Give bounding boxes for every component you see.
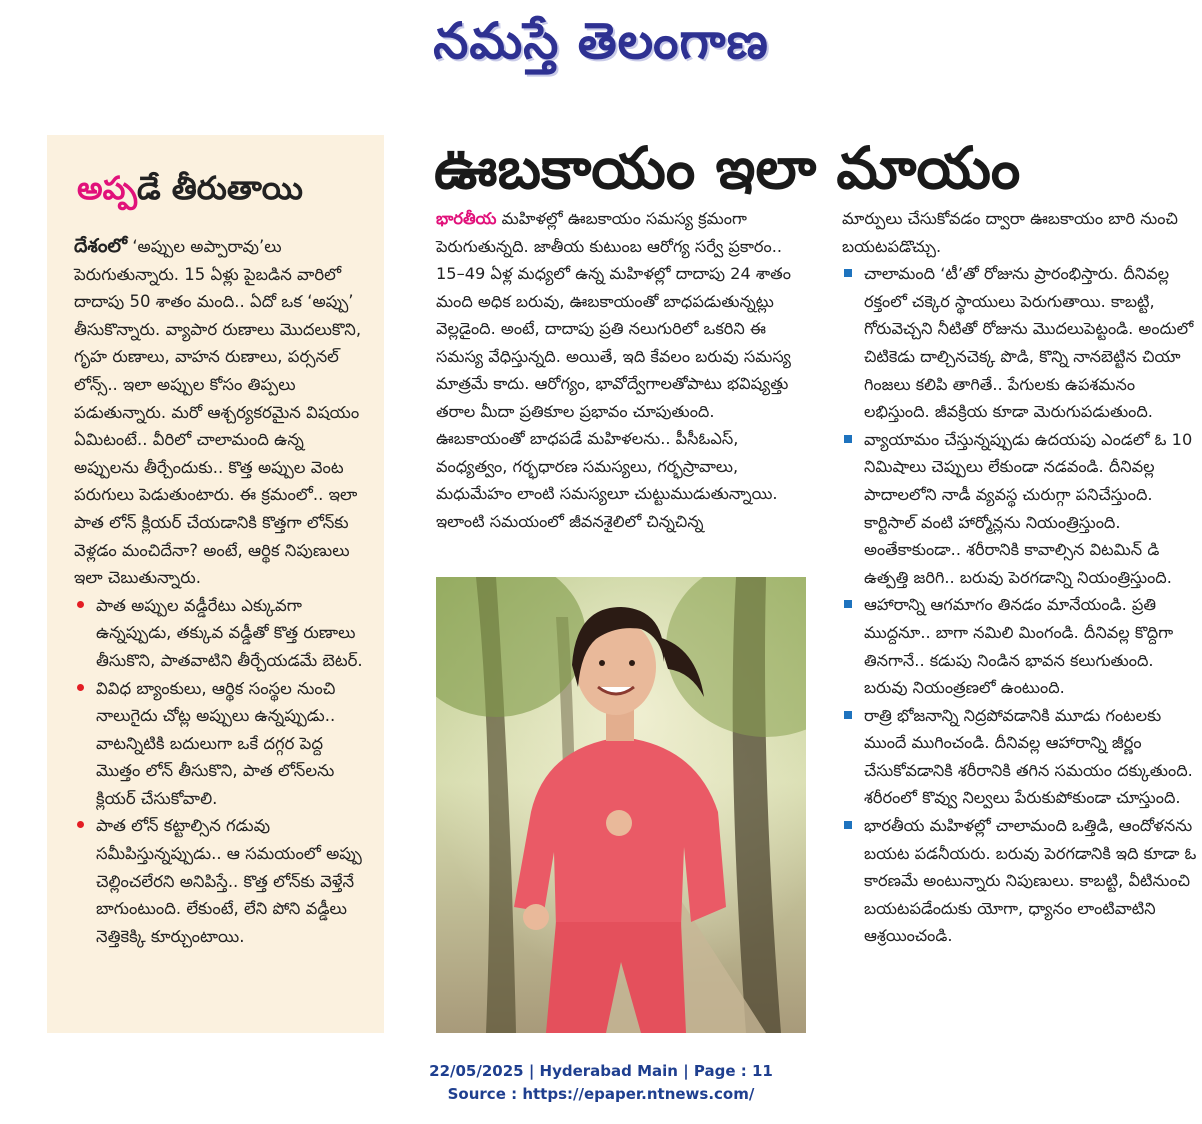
sidebar-title-rest: డే తీరుతాయి [136, 169, 303, 207]
bullet-text: వివిధ బ్యాంకులు, ఆర్థిక సంస్థల నుంచి నాలుగైదు చోట్ల అప్పులు ఉన్నప్పుడు.. వాటన్నిటికి బదులుగా ఒకే దగ్గర పెద్ద మొత్తం లోన్ తీసుకొని, పాత లోన్‌లను క్లియర్ చేసుకోవాలి. [96, 678, 336, 808]
sidebar-body [74, 233, 370, 950]
sidebar-box [47, 135, 384, 1033]
tip-text: వ్యాయామం చేస్తున్నప్పుడు ఉదయపు ఎండలో ఓ 10 నిమిషాలు చెప్పులు లేకుండా నడవండి. దీనివల్ల పాదాలలోని నాడీ వ్యవస్థ చురుగ్గా పనిచేస్తుంది. కార్టిసాల్ వంటి హార్మోన్లను నియంత్రిస్తుంది. అంతేకాకుండా.. శరీరానికి కావాల్సిన విటమిన్ డి ఉత్పత్తి జరిగి.. బరువు పెరగడాన్ని నియంత్రిస్తుంది. [864, 429, 1193, 587]
red-bullet-icon [77, 601, 84, 608]
bullet-text: పాత అప్పుల వడ్డీరేటు ఎక్కువగా ఉన్నప్పుడు, తక్కువ వడ్డీతో కొత్త రుణాలు తీసుకొని, పాతవాటిని తీర్చేయడమే బెటర్. [96, 595, 363, 670]
sidebar-title [77, 165, 303, 211]
list-item [74, 592, 370, 675]
list-item [842, 591, 1202, 701]
blue-square-bullet-icon [844, 435, 852, 443]
article-lead-paragraph [436, 205, 808, 535]
tip-text: భారతీయ మహిళల్లో చాలామంది ఒత్తిడి, ఆందోళనను బయట పడనీయరు. బరువు పెరగడానికి ఇది కూడా ఓ కారణమే అంటున్నారు నిపుణులు. కాబట్టి, వీటినుంచి బయటపడేందుకు యోగా, ధ్యానం లాంటివాటిని ఆశ్రయించండి. [864, 816, 1197, 946]
tip-text: చాలామంది ‘టీ’తో రోజును ప్రారంభిస్తారు. దీనివల్ల రక్తంలో చక్కెర స్థాయులు పెరుగుతాయి. కాబట్టి, గోరువెచ్చని నీటితో రోజును మొదలుపెట్టండి. అందులో చిటికెడు దాల్చినచెక్క పొడి, కొన్ని నానబెట్టిన చియా గింజలు కలిపి తాగితే.. పేగులకు ఉపశమనం లభిస్తుంది. జీవక్రియ కూడా మెరుగుపడుతుంది. [864, 264, 1194, 422]
newspaper-masthead: నమస్తే తెలంగాణ [433, 12, 769, 70]
blue-square-bullet-icon [844, 711, 852, 719]
sidebar-intro-text: ‘అప్పుల అప్పారావు’లు పెరుగుతున్నారు. 15 ఏళ్లు పైబడిన వారిలో దాదాపు 50 శాతం మంది.. ఏదో ఒక ‘అప్పు’ తీసుకొన్నారు. వ్యాపార రుణాలు మొదలుకొని, గృహ రుణాలు, వాహన రుణాలు, పర్సనల్ లోన్స్.. ఇలా అప్పుల కోసం తిప్పలు పడుతున్నారు. మరో ఆశ్చర్యకరమైన విషయం ఏమిటంటే.. వీరిలో చాలామంది ఉన్న అప్పులను తీర్చేందుకు.. కొత్త అప్పుల వెంట పరుగులు పెడుతుంటారు. ఈ క్రమంలో.. ఇలా పాత లోన్ క్లియర్ చేయడానికి కొత్తగా లోన్‌కు వెళ్లడం మంచిదేనా? అంటే, ఆర్థిక నిపుణులు ఇలా చెబుతున్నారు. [74, 237, 362, 588]
tips-list [842, 260, 1202, 950]
article-tips-column [842, 205, 1202, 950]
footer-source: Source : https://epaper.ntnews.com/ [447, 1085, 755, 1103]
red-bullet-icon [77, 684, 84, 691]
sidebar-bullet-list [74, 592, 370, 951]
bullet-text: పాత లోన్ కట్టాల్సిన గడువు సమీపిస్తున్నప్పుడు.. ఆ సమయంలో అప్పు చెల్లించలేరని అనిపిస్తే.. కొత్త లోన్‌కు వెళ్తేనే బాగుంటుంది. లేకుంటే, లేని పోని వడ్డీలు నెత్తికెక్కి కూర్చుంటాయి. [96, 816, 362, 946]
sidebar-lead-word: దేశంలో [74, 235, 128, 257]
article-headline: ఊబకాయం ఇలా మాయం [434, 134, 1021, 202]
blue-square-bullet-icon [844, 600, 852, 608]
list-item [74, 675, 370, 813]
article-photo [436, 577, 806, 1033]
list-item [74, 812, 370, 950]
tip-text: రాత్రి భోజనాన్ని నిద్రపోవడానికి మూడు గంటలకు ముందే ముగించండి. దీనివల్ల ఆహారాన్ని జీర్ణం చేసుకోవడానికి శరీరానికి తగిన సమయం దక్కుతుంది. శరీరంలో కొవ్వు నిల్వలు పేరుకుపోకుండా చూస్తుంది. [864, 705, 1193, 808]
list-item [842, 702, 1202, 812]
article-body-column [436, 205, 808, 535]
sidebar-title-accent: అప్ప [77, 169, 137, 207]
footer-date-edition: 22/05/2025 | Hyderabad Main | Page : 11 [429, 1062, 773, 1080]
list-item [842, 812, 1202, 950]
tips-intro: మార్పులు చేసుకోవడం ద్వారా ఊబకాయం బారి నుంచి బయటపడొచ్చు. [842, 209, 1178, 256]
blue-square-bullet-icon [844, 821, 852, 829]
article-kicker: భారతీయ [436, 209, 497, 228]
tip-text: ఆహారాన్ని ఆగమాగం తినడం మానేయండి. ప్రతి ముద్దనూ.. బాగా నమిలి మింగండి. దీనివల్ల కొద్దిగా తినగానే.. కడుపు నిండిన భావన కలుగుతుంది. బరువు నియంత్రణలో ఉంటుంది. [864, 595, 1174, 698]
list-item [842, 426, 1202, 592]
blue-square-bullet-icon [844, 269, 852, 277]
sidebar-intro [74, 233, 370, 592]
red-bullet-icon [77, 821, 84, 828]
article-body-text: మహిళల్లో ఊబకాయం సమస్య క్రమంగా పెరుగుతున్నది. జాతీయ కుటుంబ ఆరోగ్య సర్వే ప్రకారం.. 15–49 ఏళ్ల మధ్యలో ఉన్న మహిళల్లో దాదాపు 24 శాతం మంది అధిక బరువు, ఊబకాయంతో బాధపడుతున్నట్లు వెల్లడైంది. అంటే, దాదాపు ప్రతి నలుగురిలో ఒకరిని ఈ సమస్య వేధిస్తున్నది. అయితే, ఇది కేవలం బరువు సమస్య మాత్రమే కాదు. ఆరోగ్యం, భావోద్వేగాలతోపాటు భవిష్యత్తు తరాల మీదా ప్రతికూల ప్రభావం చూపుతుంది. ఊబకాయంతో బాధపడే మహిళలను.. పీసీఓఎస్, వంధ్యత్వం, గర్భధారణ సమస్యలు, గర్భస్రావాలు, మధుమేహం లాంటి సమస్యలూ చుట్టుముడుతున్నాయి. ఇలాంటి సమయంలో జీవనశైలిలో చిన్నచిన్న [436, 209, 791, 531]
woman-jogging-illustration [436, 577, 806, 1033]
list-item [842, 260, 1202, 426]
